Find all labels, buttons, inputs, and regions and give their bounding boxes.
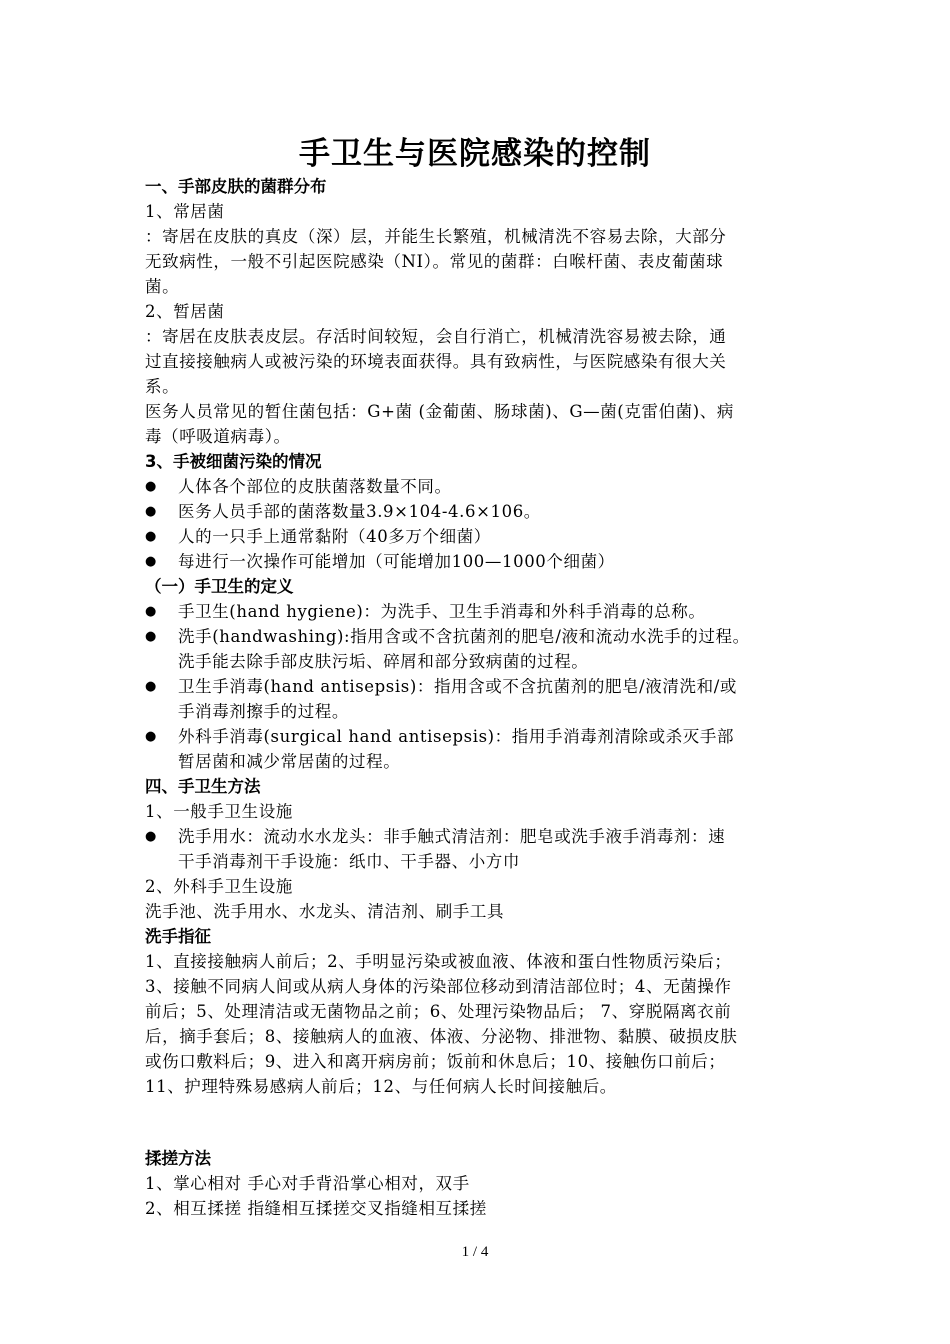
bullet-icon: ● <box>145 554 157 569</box>
bullet-icon: ● <box>145 504 157 519</box>
bullet-icon: ● <box>145 829 157 844</box>
subheading-transient-flora: 2、暂居菌 <box>145 302 225 321</box>
paragraph-line: 洗手池、洗手用水、水龙头、清洁剂、刷手工具 <box>145 902 505 921</box>
page-number: 1 / 4 <box>461 1244 489 1260</box>
subheading-resident-flora: 1、常居菌 <box>145 202 225 221</box>
paragraph-line: 无致病性，一般不引起医院感染（NI）。常见的菌群：白喉杆菌、表皮葡菌球 <box>145 252 724 271</box>
paragraph-line: 系。 <box>145 377 180 396</box>
bullet-icon: ● <box>145 529 157 544</box>
list-item: 人体各个部位的皮肤菌落数量不同。 <box>178 477 452 496</box>
list-item: 医务人员手部的菌落数量3.9×104-4.6×106。 <box>178 502 541 521</box>
list-item-continuation: 手消毒剂擦手的过程。 <box>178 702 349 721</box>
paragraph-line: 毒（呼吸道病毒）。 <box>145 427 291 446</box>
subheading-general-facilities: 1、一般手卫生设施 <box>145 802 293 821</box>
paragraph-line: 11、护理特殊易感病人前后；12、与任何病人长时间接触后。 <box>145 1077 617 1096</box>
paragraph-line: 医务人员常见的暂住菌包括：G+菌 (金葡菌、肠球菌)、G—菌(克雷伯菌)、病 <box>145 402 734 421</box>
bullet-icon: ● <box>145 479 157 494</box>
list-item: 洗手用水：流动水水龙头：非手触式清洁剂：肥皂或洗手液手消毒剂：速 <box>178 827 726 846</box>
paragraph-line: ：寄居在皮肤的真皮（深）层，并能生长繁殖，机械清洗不容易去除，大部分 <box>145 227 727 246</box>
section-heading-hand-contamination: 3、手被细菌污染的情况 <box>145 452 322 471</box>
list-item: 卫生手消毒(hand antisepsis)：指用含或不含抗菌剂的肥皂/液清洗和/或 <box>178 677 737 696</box>
paragraph-line: 菌。 <box>145 277 180 296</box>
section-heading-hand-hygiene-definition: （一）手卫生的定义 <box>145 577 294 596</box>
paragraph-line: 前后；5、处理清洁或无菌物品之前；6、处理污染物品后； 7、穿脱隔离衣前 <box>145 1002 732 1021</box>
list-item-continuation: 洗手能去除手部皮肤污垢、碎屑和部分致病菌的过程。 <box>178 652 589 671</box>
section-heading-rubbing-method: 揉搓方法 <box>145 1149 211 1168</box>
page-title: 手卫生与医院感染的控制 <box>299 136 651 172</box>
paragraph-line: 3、接触不同病人间或从病人身体的污染部位移动到清洁部位时；4、无菌操作 <box>145 977 732 996</box>
list-item: 外科手消毒(surgical hand antisepsis)：指用手消毒剂清除或杀灭手部 <box>178 727 735 746</box>
paragraph-line: 1、掌心相对 手心对手背沿掌心相对，双手 <box>145 1174 470 1193</box>
section-heading-hand-hygiene-methods: 四、手卫生方法 <box>145 777 261 796</box>
list-item: 手卫生(hand hygiene)：为洗手、卫生手消毒和外科手消毒的总称。 <box>178 602 706 621</box>
list-item: 人的一只手上通常黏附（40多万个细菌） <box>178 527 491 546</box>
subheading-surgical-facilities: 2、外科手卫生设施 <box>145 877 293 896</box>
bullet-icon: ● <box>145 679 157 694</box>
list-item-continuation: 暂居菌和减少常居菌的过程。 <box>178 752 401 771</box>
paragraph-line: 2、相互揉搓 指缝相互揉搓交叉指缝相互揉搓 <box>145 1199 487 1218</box>
bullet-icon: ● <box>145 604 157 619</box>
paragraph-line: 或伤口敷料后；9、进入和离开病房前；饭前和休息后；10、接触伤口前后； <box>145 1052 726 1071</box>
list-item: 洗手(handwashing):指用含或不含抗菌剂的肥皂/液和流动水洗手的过程。 <box>178 627 750 646</box>
paragraph-line: 后，摘手套后；8、接触病人的血液、体液、分泌物、排泄物、黏膜、破损皮肤 <box>145 1027 738 1046</box>
bullet-icon: ● <box>145 729 157 744</box>
paragraph-line: 1、直接接触病人前后；2、手明显污染或被血液、体液和蛋白性物质污染后； <box>145 952 732 971</box>
section-heading-indications: 洗手指征 <box>145 927 211 946</box>
bullet-icon: ● <box>145 629 157 644</box>
paragraph-line: ：寄居在皮肤表皮层。存活时间较短，会自行消亡，机械清洗容易被去除，通 <box>145 327 727 346</box>
list-item: 每进行一次操作可能增加（可能增加100—1000个细菌） <box>178 552 615 571</box>
paragraph-line: 过直接接触病人或被污染的环境表面获得。具有致病性，与医院感染有很大关 <box>145 352 727 371</box>
section-heading-skin-flora: 一、手部皮肤的菌群分布 <box>145 177 327 196</box>
list-item-continuation: 干手消毒剂干手设施：纸巾、干手器、小方巾 <box>178 852 520 871</box>
